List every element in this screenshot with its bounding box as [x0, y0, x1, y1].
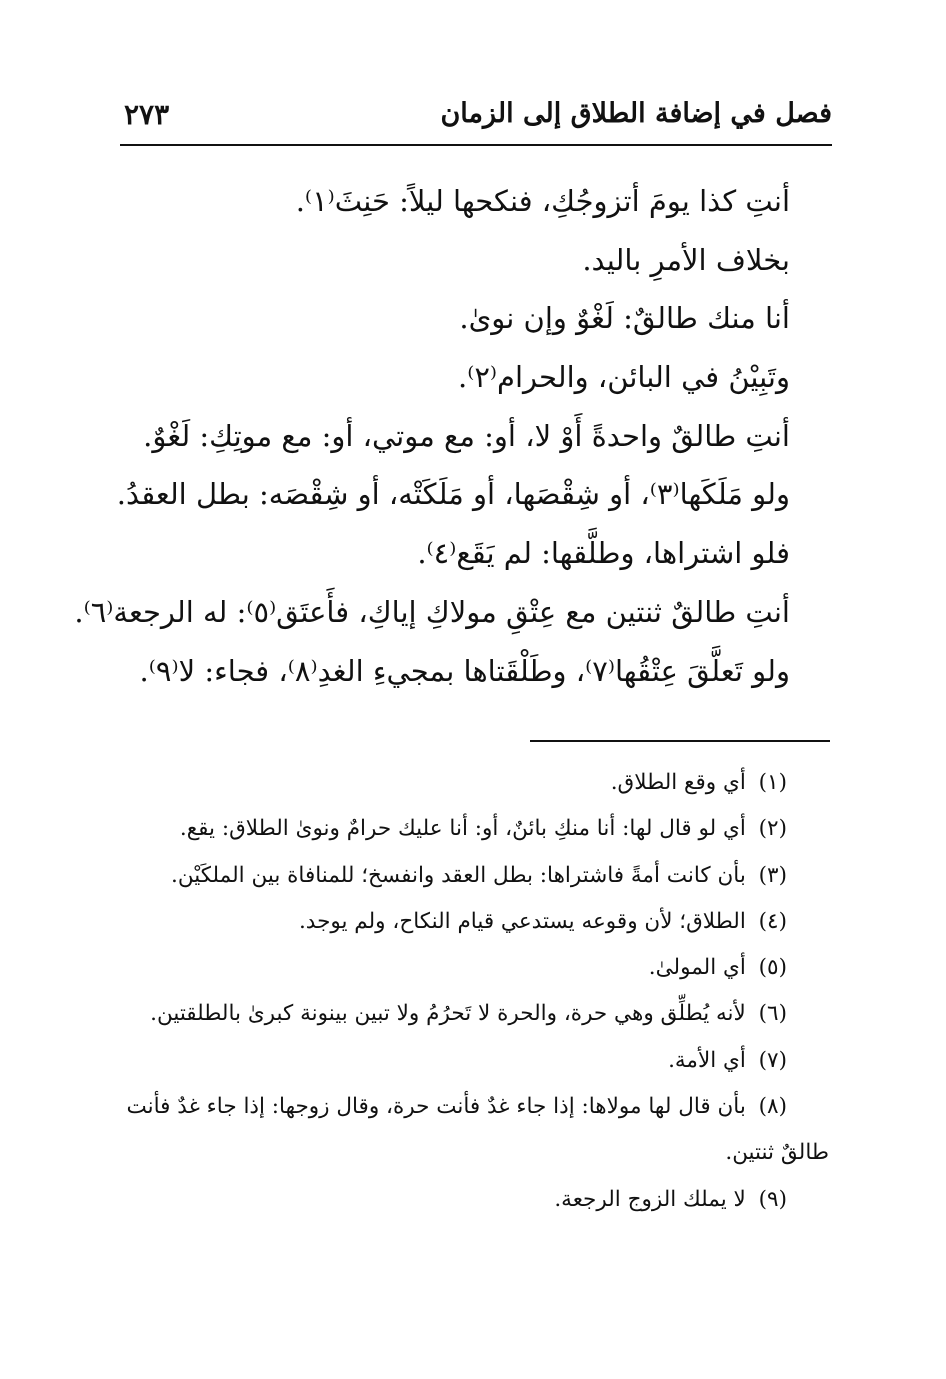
footnote-text: الطلاق؛ لأن وقوعه يستدعي قيام النكاح، ولم يوجد. — [298, 908, 746, 934]
footnote — [115, 806, 787, 852]
footnote-number: (٨) — [758, 1094, 787, 1120]
footnote — [115, 899, 787, 945]
footnote-text: أي الأمة. — [668, 1047, 746, 1073]
footnote-number: (٥) — [758, 955, 787, 981]
footnote-text: أي المولىٰ. — [648, 955, 746, 981]
main-text — [74, 172, 790, 700]
main-text-line: أنا منك طالقٌ: لَغْوٌ وإن نوىٰ. — [459, 301, 790, 336]
footnote-number: (٦) — [758, 1001, 787, 1027]
running-title: فصل في إضافة الطلاق إلى الزمان — [440, 98, 832, 129]
footnote-number: (٩) — [758, 1186, 787, 1212]
footnote — [115, 945, 787, 991]
footnote-text: لا يملك الزوج الرجعة. — [554, 1186, 746, 1212]
footnote-text: لأنه يُطلِّق وهي حرة، والحرة لا تَحرُمُ ولا تبين بينونة كبرىٰ بالطلقتين. — [150, 1001, 746, 1027]
footnote — [115, 1084, 787, 1130]
main-text-line: ولو مَلَكَها⁽٣⁾، أو شِقْصَها، أو مَلَكَتْه، أو شِقْصَه: بطل العقدُ. — [116, 477, 790, 512]
footnote-number: (٧) — [758, 1047, 787, 1073]
footnote-separator — [530, 740, 830, 742]
footnote-text: بأن قال لها مولاها: إذا جاء غدٌ فأنت حرة، وقال زوجها: إذا جاء غدٌ فأنت — [126, 1094, 746, 1120]
page-header — [120, 92, 832, 146]
footnote-number: (٢) — [758, 816, 787, 842]
main-text-line: فلو اشتراها، وطلَّقها: لم يَقَع⁽٤⁾. — [417, 536, 790, 571]
footnote-continuation: طالقٌ ثنتين. — [725, 1140, 829, 1166]
footnote-number: (٤) — [758, 908, 787, 934]
footnote-number: (١) — [758, 770, 787, 795]
page-number: ٢٧٣ — [124, 98, 170, 131]
main-text-line: أنتِ طالقٌ واحدةً أَوْ لا، أو: مع موتي، أو: مع موتِكِ: لَغْوٌ. — [143, 418, 790, 453]
footnote-text: بأن كانت أمةً فاشتراها: بطل العقد وانفسخ؛ للمنافاة بين الملكَيْن. — [171, 862, 746, 888]
main-text-line: أنتِ طالقٌ ثنتين مع عِتْقِ مولاكِ إياكِ، فأَعتَق⁽٥⁾: له الرجعة⁽٦⁾. — [74, 594, 790, 629]
footnotes — [115, 760, 829, 1223]
footnote — [115, 760, 787, 806]
footnote — [115, 1038, 787, 1084]
footnote — [115, 1177, 787, 1223]
footnote — [115, 853, 787, 899]
footnote-text: أي لو قال لها: أنا منكِ بائنٌ، أو: أنا عليك حرامٌ ونوىٰ الطلاق: يقع. — [179, 816, 746, 842]
main-text-line: وتَبِيْنُ في البائن، والحرام⁽٢⁾. — [457, 360, 790, 395]
footnote-text: أي وقع الطلاق. — [610, 770, 746, 795]
footnote — [115, 991, 787, 1037]
footnote-number: (٣) — [758, 862, 787, 888]
main-text-line: أنتِ كذا يومَ أتزوجُكِ، فنكحها ليلاً: حَنِثَ⁽١⁾. — [295, 184, 790, 218]
main-text-line: بخلاف الأمرِ باليد. — [582, 242, 790, 277]
main-text-line: ولو تَعلَّقَ عِتْقُها⁽٧⁾، وطَلْقَتاها بمجيءِ الغدِ⁽٨⁾، فجاء: لا⁽٩⁾. — [139, 653, 790, 688]
